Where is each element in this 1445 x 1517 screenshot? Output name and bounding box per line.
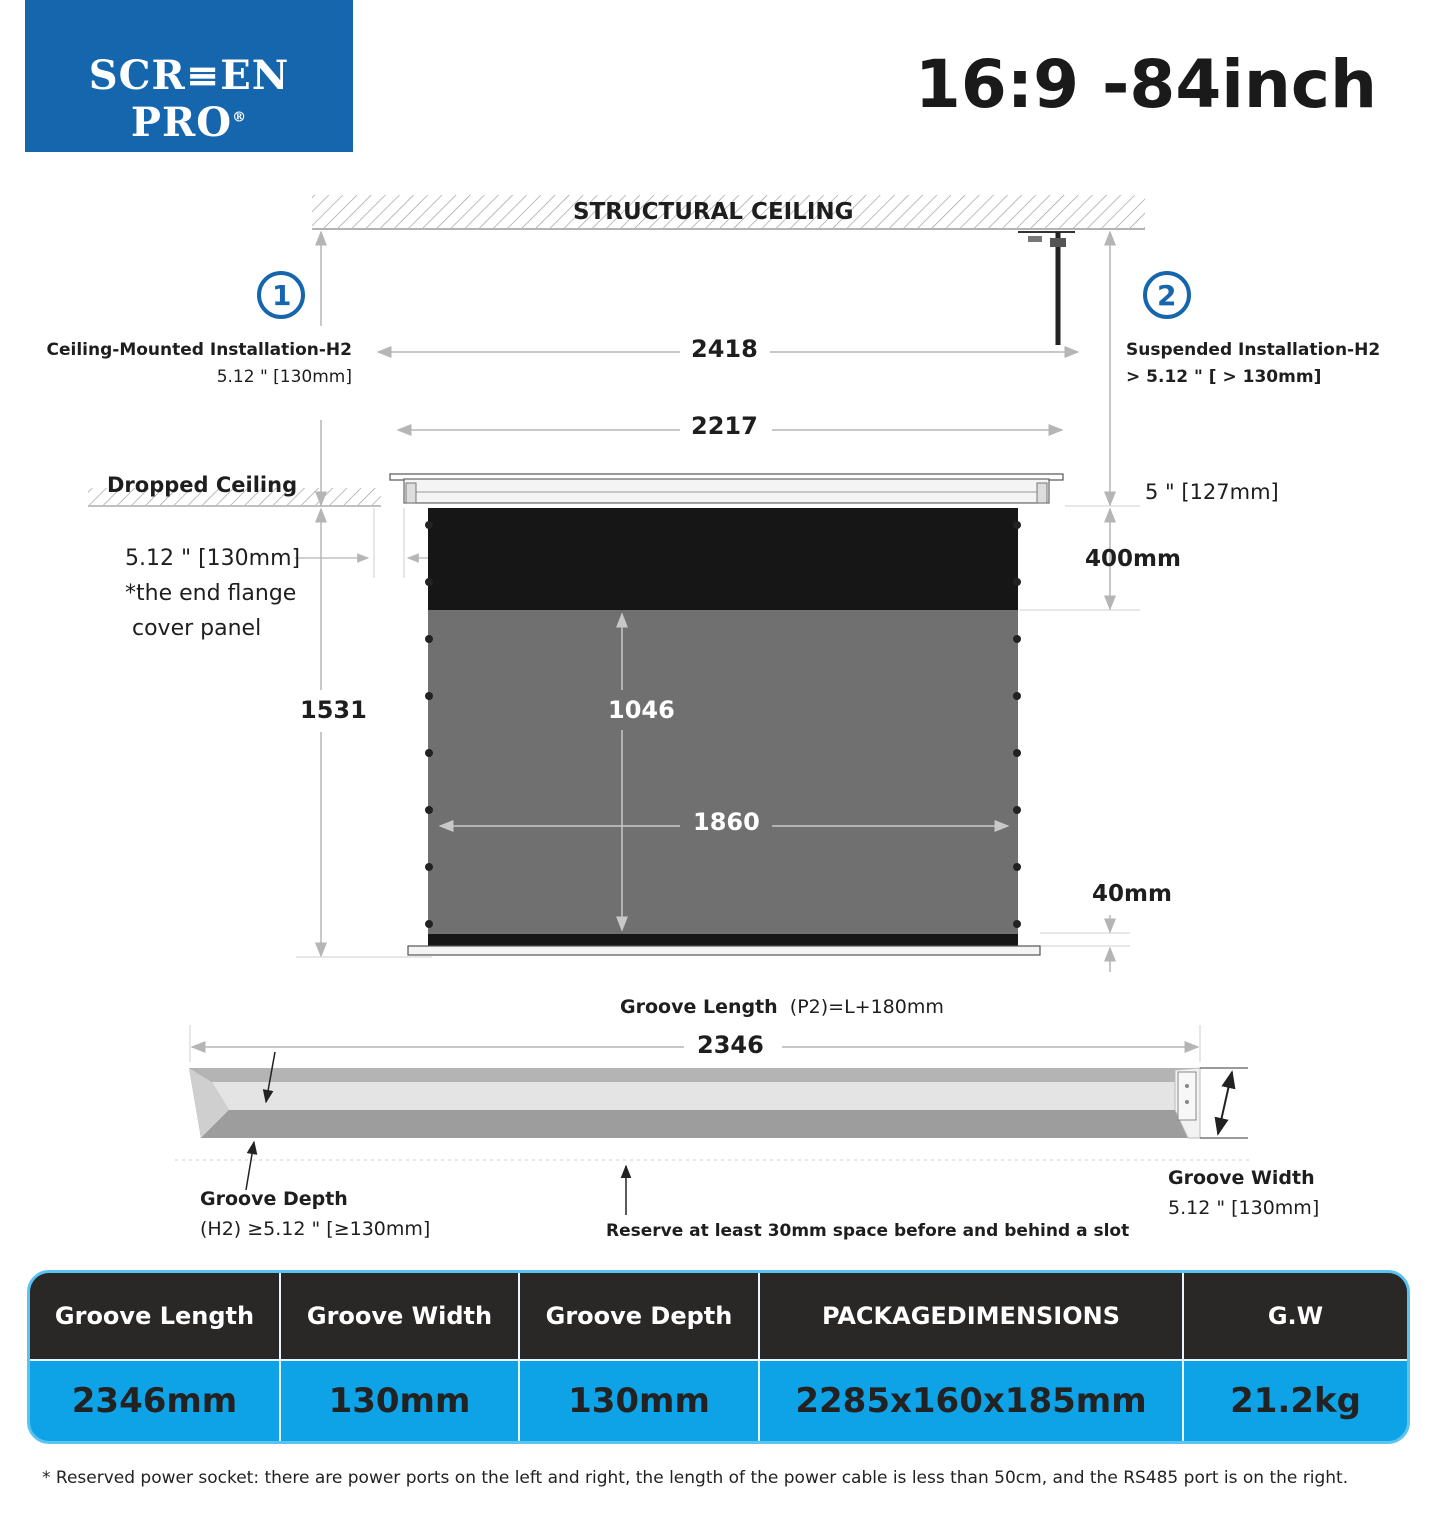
flange-note-line2: cover panel [132,616,262,641]
dimension-400mm: 400mm [1085,546,1181,572]
dimension-40mm: 40mm [1092,881,1172,907]
groove-depth-value: (H2) ≥5.12 " [≥130mm] [200,1218,431,1240]
flange-note-line1: *the end flange [125,581,297,606]
header-package-dimensions: PACKAGEDIMENSIONS [821,1302,1121,1330]
value-gross-weight: 21.2kg [1230,1381,1361,1421]
projection-screen [408,508,1040,955]
dimension-2346: 2346 [697,1031,764,1059]
flange-value: 5.12 " [130mm] [125,546,301,571]
value-groove-length: 2346mm [71,1381,238,1421]
groove-channel [189,1068,1200,1138]
suspended-value: > 5.12 " [ > 130mm] [1126,367,1322,387]
structural-ceiling-label: STRUCTURAL CEILING [573,199,854,225]
ceiling-mount-title: Ceiling-Mounted Installation-H2 [46,340,352,360]
groove-width-title: Groove Width [1168,1167,1315,1189]
header-groove-depth: Groove Depth [545,1302,733,1330]
suspended-title: Suspended Installation-H2 [1126,340,1381,360]
value-package-dimensions: 2285x160x185mm [795,1381,1147,1421]
groove-width-value: 5.12 " [130mm] [1168,1197,1320,1219]
dimension-127mm: 5 " [127mm] [1145,480,1279,504]
marker-2-number: 2 [1157,279,1177,312]
brand-name: SCR≡EN PRO® [88,52,290,146]
dropped-ceiling-label: Dropped Ceiling [107,473,298,497]
value-groove-depth: 130mm [568,1381,710,1421]
dimension-1046: 1046 [608,696,675,724]
groove-length-caption: Groove Length (P2)=L+180mm [620,996,944,1018]
dimension-2217: 2217 [691,412,758,440]
screen-casing [390,474,1063,503]
spec-table [27,1270,1410,1444]
footnote: * Reserved power socket: there are power ports on the left and right, the length of the power cable is less than 50cm, and the RS485 port is on the right. [42,1468,1349,1488]
dimension-2418: 2418 [691,335,758,363]
groove-depth-title: Groove Depth [200,1188,348,1210]
ceiling-mount-value: 5.12 " [130mm] [216,367,352,387]
value-groove-width: 130mm [328,1381,471,1421]
dimension-1531: 1531 [300,696,367,724]
page-title: 16:9 -84inch [914,46,1377,123]
reserve-space-note: Reserve at least 30mm space before and behind a slot [606,1221,1130,1241]
marker-1-number: 1 [272,279,292,312]
header-groove-length: Groove Length [54,1302,255,1330]
suspension-rod [1018,232,1075,345]
dimension-1860: 1860 [693,808,760,836]
header-gross-weight: G.W [1267,1302,1324,1330]
header-groove-width: Groove Width [306,1302,493,1330]
